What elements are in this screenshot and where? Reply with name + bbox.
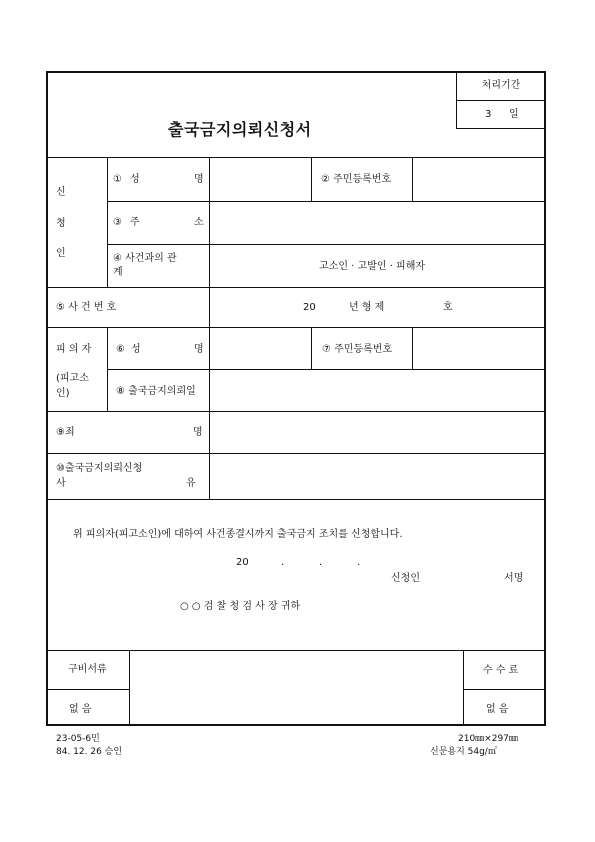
applicant-relation-value[interactable]: 고소인 · 고발인 · 피해자	[319, 261, 426, 272]
suspect-rrn-field[interactable]	[413, 328, 545, 368]
statement-date-dot-3: .	[357, 557, 361, 568]
applicant-address-field[interactable]	[210, 202, 545, 243]
case-number-suffix: 호	[443, 302, 453, 313]
processing-period-unit: 일	[509, 109, 519, 120]
reason-label-2b: 유	[186, 478, 196, 489]
paper-size: 210㎜×297㎜	[458, 734, 518, 744]
statement-signature-label[interactable]: 서명	[504, 573, 524, 584]
applicant-name-num: ①	[113, 174, 122, 185]
suspect-group-label-3: 인)	[56, 388, 70, 399]
reason-field[interactable]	[210, 454, 545, 498]
applicant-relation-label-2: 계	[113, 267, 123, 278]
applicant-rrn-field[interactable]	[413, 158, 545, 200]
statement-applicant-label: 신청인	[391, 573, 420, 584]
suspect-name-label-b: 명	[194, 344, 204, 355]
statement-date-dot-2: .	[319, 557, 323, 568]
applicant-address-label-a: 주	[130, 217, 140, 228]
case-number-type: 년 형 제	[349, 302, 385, 313]
statement-date-dot-1: .	[281, 557, 285, 568]
exit-ban-request-date-field[interactable]	[210, 370, 545, 410]
statement-date-year: 20	[236, 557, 249, 568]
reason-label-2a: 사	[56, 478, 66, 489]
form-approval: 84. 12. 26 승인	[56, 747, 123, 757]
required-documents-label: 구비서류	[68, 664, 107, 675]
statement-text: 위 피의자(피고소인)에 대하여 사건종결시까지 출국금지 조치를 신청합니다.	[73, 529, 403, 540]
fee-value: 없 음	[486, 704, 509, 715]
suspect-name-num: ⑥	[116, 344, 125, 355]
applicant-address-label-b: 소	[194, 217, 204, 228]
applicant-rrn-label: ② 주민등록번호	[321, 174, 392, 185]
applicant-group-char-3: 인	[56, 248, 66, 259]
reason-label-1: ⑩출국금지의뢰신청	[56, 463, 143, 474]
case-number-field[interactable]	[210, 288, 545, 326]
applicant-relation-label-1: ④ 사건과의 관	[113, 253, 177, 264]
exit-ban-request-date-label: ⑧ 출국금지의뢰일	[116, 386, 196, 397]
suspect-group-label-1: 피 의 자	[56, 344, 92, 355]
crime-field[interactable]	[210, 412, 545, 452]
case-number-label: ⑤ 사 건 번 호	[56, 302, 117, 313]
paper-type: 신문용지 54g/㎡	[430, 747, 497, 757]
applicant-name-label-a: 성	[130, 174, 140, 185]
processing-period-label: 처리기간	[481, 80, 521, 91]
applicant-address-num: ③	[113, 217, 122, 228]
crime-label-b: 명	[193, 427, 203, 438]
statement-addressee: ○ ○ 검 찰 청 검 사 장 귀하	[180, 601, 301, 612]
form-code: 23-05-6민	[56, 734, 100, 744]
suspect-rrn-label: ⑦ 주민등록번호	[322, 344, 393, 355]
applicant-group-char-2: 청	[56, 218, 66, 229]
form-title: 출국금지의뢰신청서	[168, 120, 312, 139]
fee-label: 수 수 료	[483, 665, 519, 676]
crime-label-a: ⑨죄	[56, 427, 75, 438]
applicant-name-label-b: 명	[194, 174, 204, 185]
applicant-name-field[interactable]	[210, 158, 310, 200]
suspect-group-label-2: (피고소	[56, 373, 89, 384]
suspect-name-field[interactable]	[210, 328, 310, 368]
applicant-group-char-1: 신	[56, 187, 66, 198]
case-number-year: 20	[303, 302, 316, 313]
suspect-name-label-a: 성	[131, 344, 141, 355]
required-documents-value: 없 음	[69, 704, 92, 715]
processing-period-value: 3	[485, 109, 492, 120]
